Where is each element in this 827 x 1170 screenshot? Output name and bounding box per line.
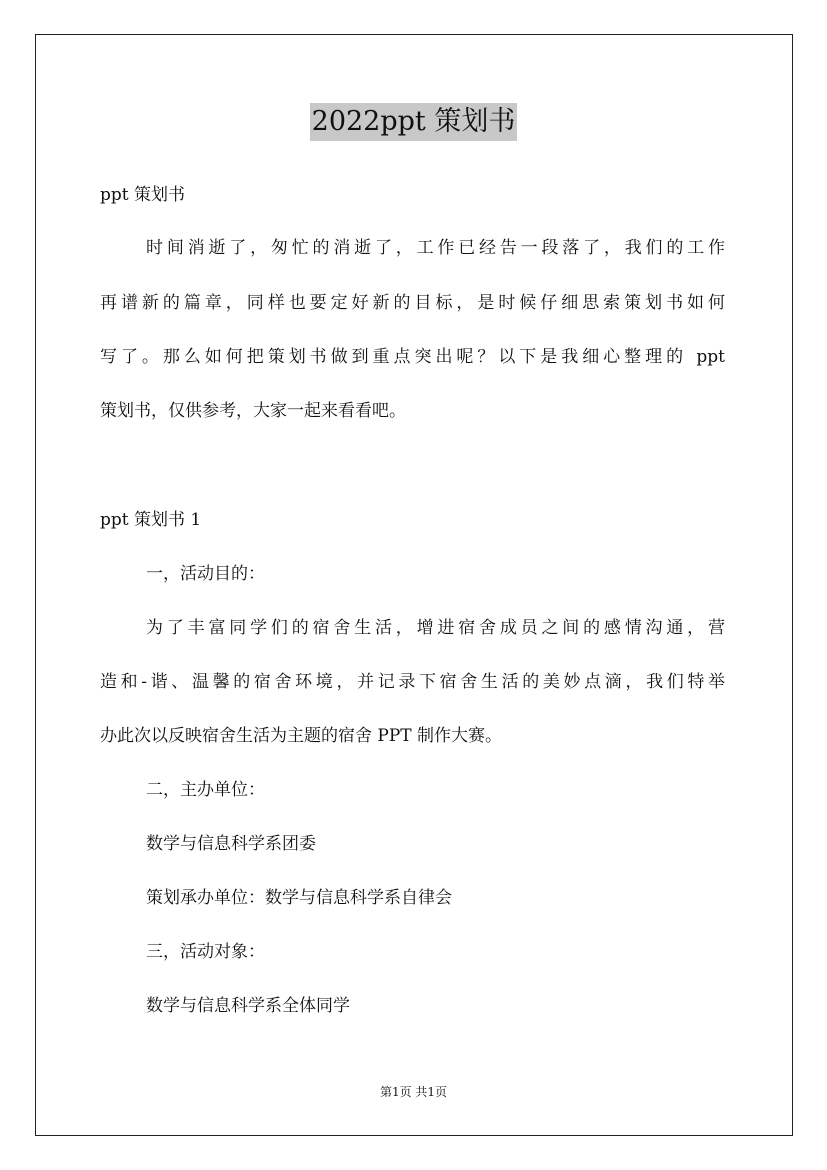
page-number-label: 第1页 共1页 xyxy=(379,1085,448,1099)
intro-line-4: 策划书，仅供参考，大家一起来看看吧。 xyxy=(100,401,406,421)
intro-line-3: 写了。那么如何把策划书做到重点突出呢？以下是我细心整理的 ppt xyxy=(100,347,725,367)
co-organizer-text: 策划承办单位：数学与信息科学系自律会 xyxy=(146,888,452,908)
item2-heading: 二，主办单位： xyxy=(146,780,265,800)
organizer-text: 数学与信息科学系团委 xyxy=(146,834,316,854)
document-subtitle: ppt 策划书 xyxy=(100,185,185,205)
intro-line-2: 再谱新的篇章，同样也要定好新的目标，是时候仔细思索策划书如何 xyxy=(100,293,725,313)
item3-heading: 三，活动对象： xyxy=(146,942,265,962)
intro-line-1: 时间消逝了，匆忙的消逝了，工作已经告一段落了，我们的工作 xyxy=(146,238,725,258)
target-text: 数学与信息科学系全体同学 xyxy=(146,996,350,1016)
title-container xyxy=(0,103,827,141)
purpose-line-3: 办此次以反映宿舍生活为主题的宿舍 PPT 制作大赛。 xyxy=(100,726,503,746)
page-footer xyxy=(0,1083,827,1101)
section-heading: ppt 策划书 1 xyxy=(100,510,202,530)
document-title: 2022ppt 策划书 xyxy=(310,103,518,141)
purpose-line-2: 造和-谐、温馨的宿舍环境，并记录下宿舍生活的美妙点滴，我们特举 xyxy=(100,672,725,692)
purpose-line-1: 为了丰富同学们的宿舍生活，增进宿舍成员之间的感情沟通，营 xyxy=(146,618,725,638)
item1-heading: 一，活动目的： xyxy=(146,564,265,584)
